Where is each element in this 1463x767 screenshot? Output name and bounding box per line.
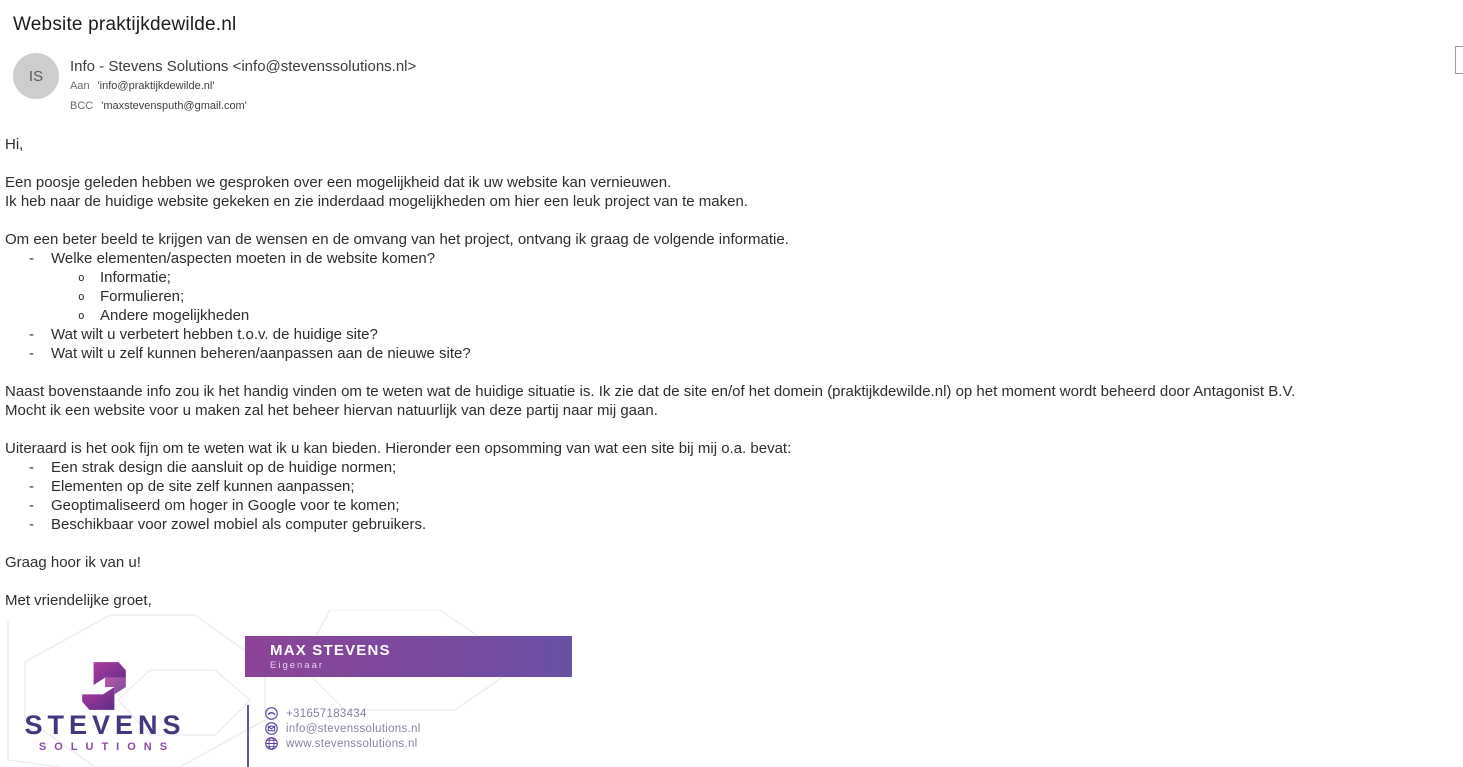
body-line (5, 287, 1460, 306)
signature-image (0, 610, 625, 767)
bcc-label: BCC (70, 100, 94, 112)
bullet-text: Elementen op de site zelf kunnen aanpassen; (51, 478, 355, 495)
body-line (5, 325, 1460, 344)
bullet-text: Beschikbaar voor zowel mobiel als computer gebruikers. (51, 516, 427, 533)
to-recipient[interactable]: 'info@praktijkdewilde.nl' (97, 80, 215, 92)
signature-person-name: MAX STEVENS (270, 642, 391, 659)
bullet-text: Welke elementen/aspecten moeten in de website komen? (51, 250, 436, 267)
phone-number: +31657183434 (286, 707, 367, 720)
signature-person-role: Eigenaar (270, 660, 325, 671)
body-line: Mocht ik een website voor u maken zal het beheer hiervan natuurlijk van deze partij naar mij gaan. (5, 402, 658, 419)
email-address: info@stevenssolutions.nl (286, 722, 421, 735)
phone-icon (265, 707, 278, 720)
bullet-text: Wat wilt u zelf kunnen beheren/aanpassen aan de nieuwe site? (51, 345, 471, 362)
bullet-marker: o (78, 290, 85, 303)
logo-subtitle: SOLUTIONS (38, 741, 176, 753)
sender-avatar[interactable] (13, 53, 59, 99)
body-line: Hi, (5, 136, 24, 153)
avatar-initials: IS (28, 67, 44, 85)
bullet-marker: o (78, 271, 85, 284)
bcc-recipient[interactable]: 'maxstevensputh@gmail.com' (101, 100, 247, 112)
bullet-text: Wat wilt u verbetert hebben t.o.v. de huidige site? (51, 326, 378, 343)
body-line: Om een beter beeld te krijgen van de wensen en de omvang van het project, ontvang ik graag de volgende informatie. (5, 231, 789, 248)
body-blank-line (5, 363, 1460, 382)
email-icon (265, 722, 278, 735)
bullet-marker: - (29, 345, 34, 362)
bullet-text: Andere mogelijkheden (100, 307, 250, 324)
body-line (5, 268, 1460, 287)
body-blank-line (5, 211, 1460, 230)
logo-wordmark: STEVENS (24, 710, 186, 740)
body-line (5, 515, 1460, 534)
body-blank-line (5, 154, 1460, 173)
body-line (5, 458, 1460, 477)
bullet-text: Een strak design die aansluit op de huidige normen; (51, 459, 397, 476)
body-line: Met vriendelijke groet, (5, 592, 152, 609)
contact-email (265, 721, 421, 736)
contact-phone (265, 706, 421, 721)
to-label: Aan (70, 80, 90, 92)
bullet-marker: - (29, 459, 34, 476)
bullet-marker: - (29, 516, 34, 533)
bullet-text: Geoptimaliseerd om hoger in Google voor te komen; (51, 497, 400, 514)
reply-button-partial[interactable] (1455, 46, 1463, 74)
body-line: Naast bovenstaande info zou ik het handig vinden om te weten wat de huidige situatie is. Ik zie dat de site en/of het domein (praktijkdewilde.nl) op het moment wordt beheerd door Antagonist B.V. (5, 383, 1296, 400)
bullet-marker: o (78, 309, 85, 322)
website-url: www.stevenssolutions.nl (286, 737, 418, 750)
contact-list (265, 706, 421, 751)
stevens-solutions-logo (0, 610, 230, 767)
bullet-marker: - (29, 497, 34, 514)
bullet-marker: - (29, 326, 34, 343)
signature-name-banner (245, 636, 572, 677)
bullet-marker: - (29, 478, 34, 495)
sender-name[interactable]: Info - Stevens Solutions <info@stevenssolutions.nl> (70, 58, 417, 75)
bullet-marker: - (29, 250, 34, 267)
contact-divider (247, 705, 249, 767)
globe-icon (265, 737, 278, 750)
body-blank-line (5, 420, 1460, 439)
bullet-text: Formulieren; (100, 288, 185, 305)
contact-website (265, 736, 421, 751)
body-line: Uiteraard is het ook fijn om te weten wat ik u kan bieden. Hieronder een opsomming van wat een site bij mij o.a. bevat: (5, 440, 792, 457)
body-blank-line (5, 572, 1460, 591)
body-line (5, 496, 1460, 515)
email-subject: Website praktijkdewilde.nl (13, 14, 237, 35)
body-blank-line (5, 534, 1460, 553)
body-line: Graag hoor ik van u! (5, 554, 141, 571)
body-line (5, 306, 1460, 325)
bcc-line (70, 100, 247, 112)
body-line (5, 477, 1460, 496)
body-line: Een poosje geleden hebben we gesproken over een mogelijkheid dat ik uw website kan vernieuwen. (5, 174, 672, 191)
body-line: Ik heb naar de huidige website gekeken en zie inderdaad mogelijkheden om hier een leuk project van te maken. (5, 193, 748, 210)
to-line (70, 80, 214, 92)
body-line (5, 344, 1460, 363)
bullet-text: Informatie; (100, 269, 171, 286)
email-body (5, 135, 1460, 610)
body-line (5, 249, 1460, 268)
logo-s-icon (78, 660, 130, 712)
